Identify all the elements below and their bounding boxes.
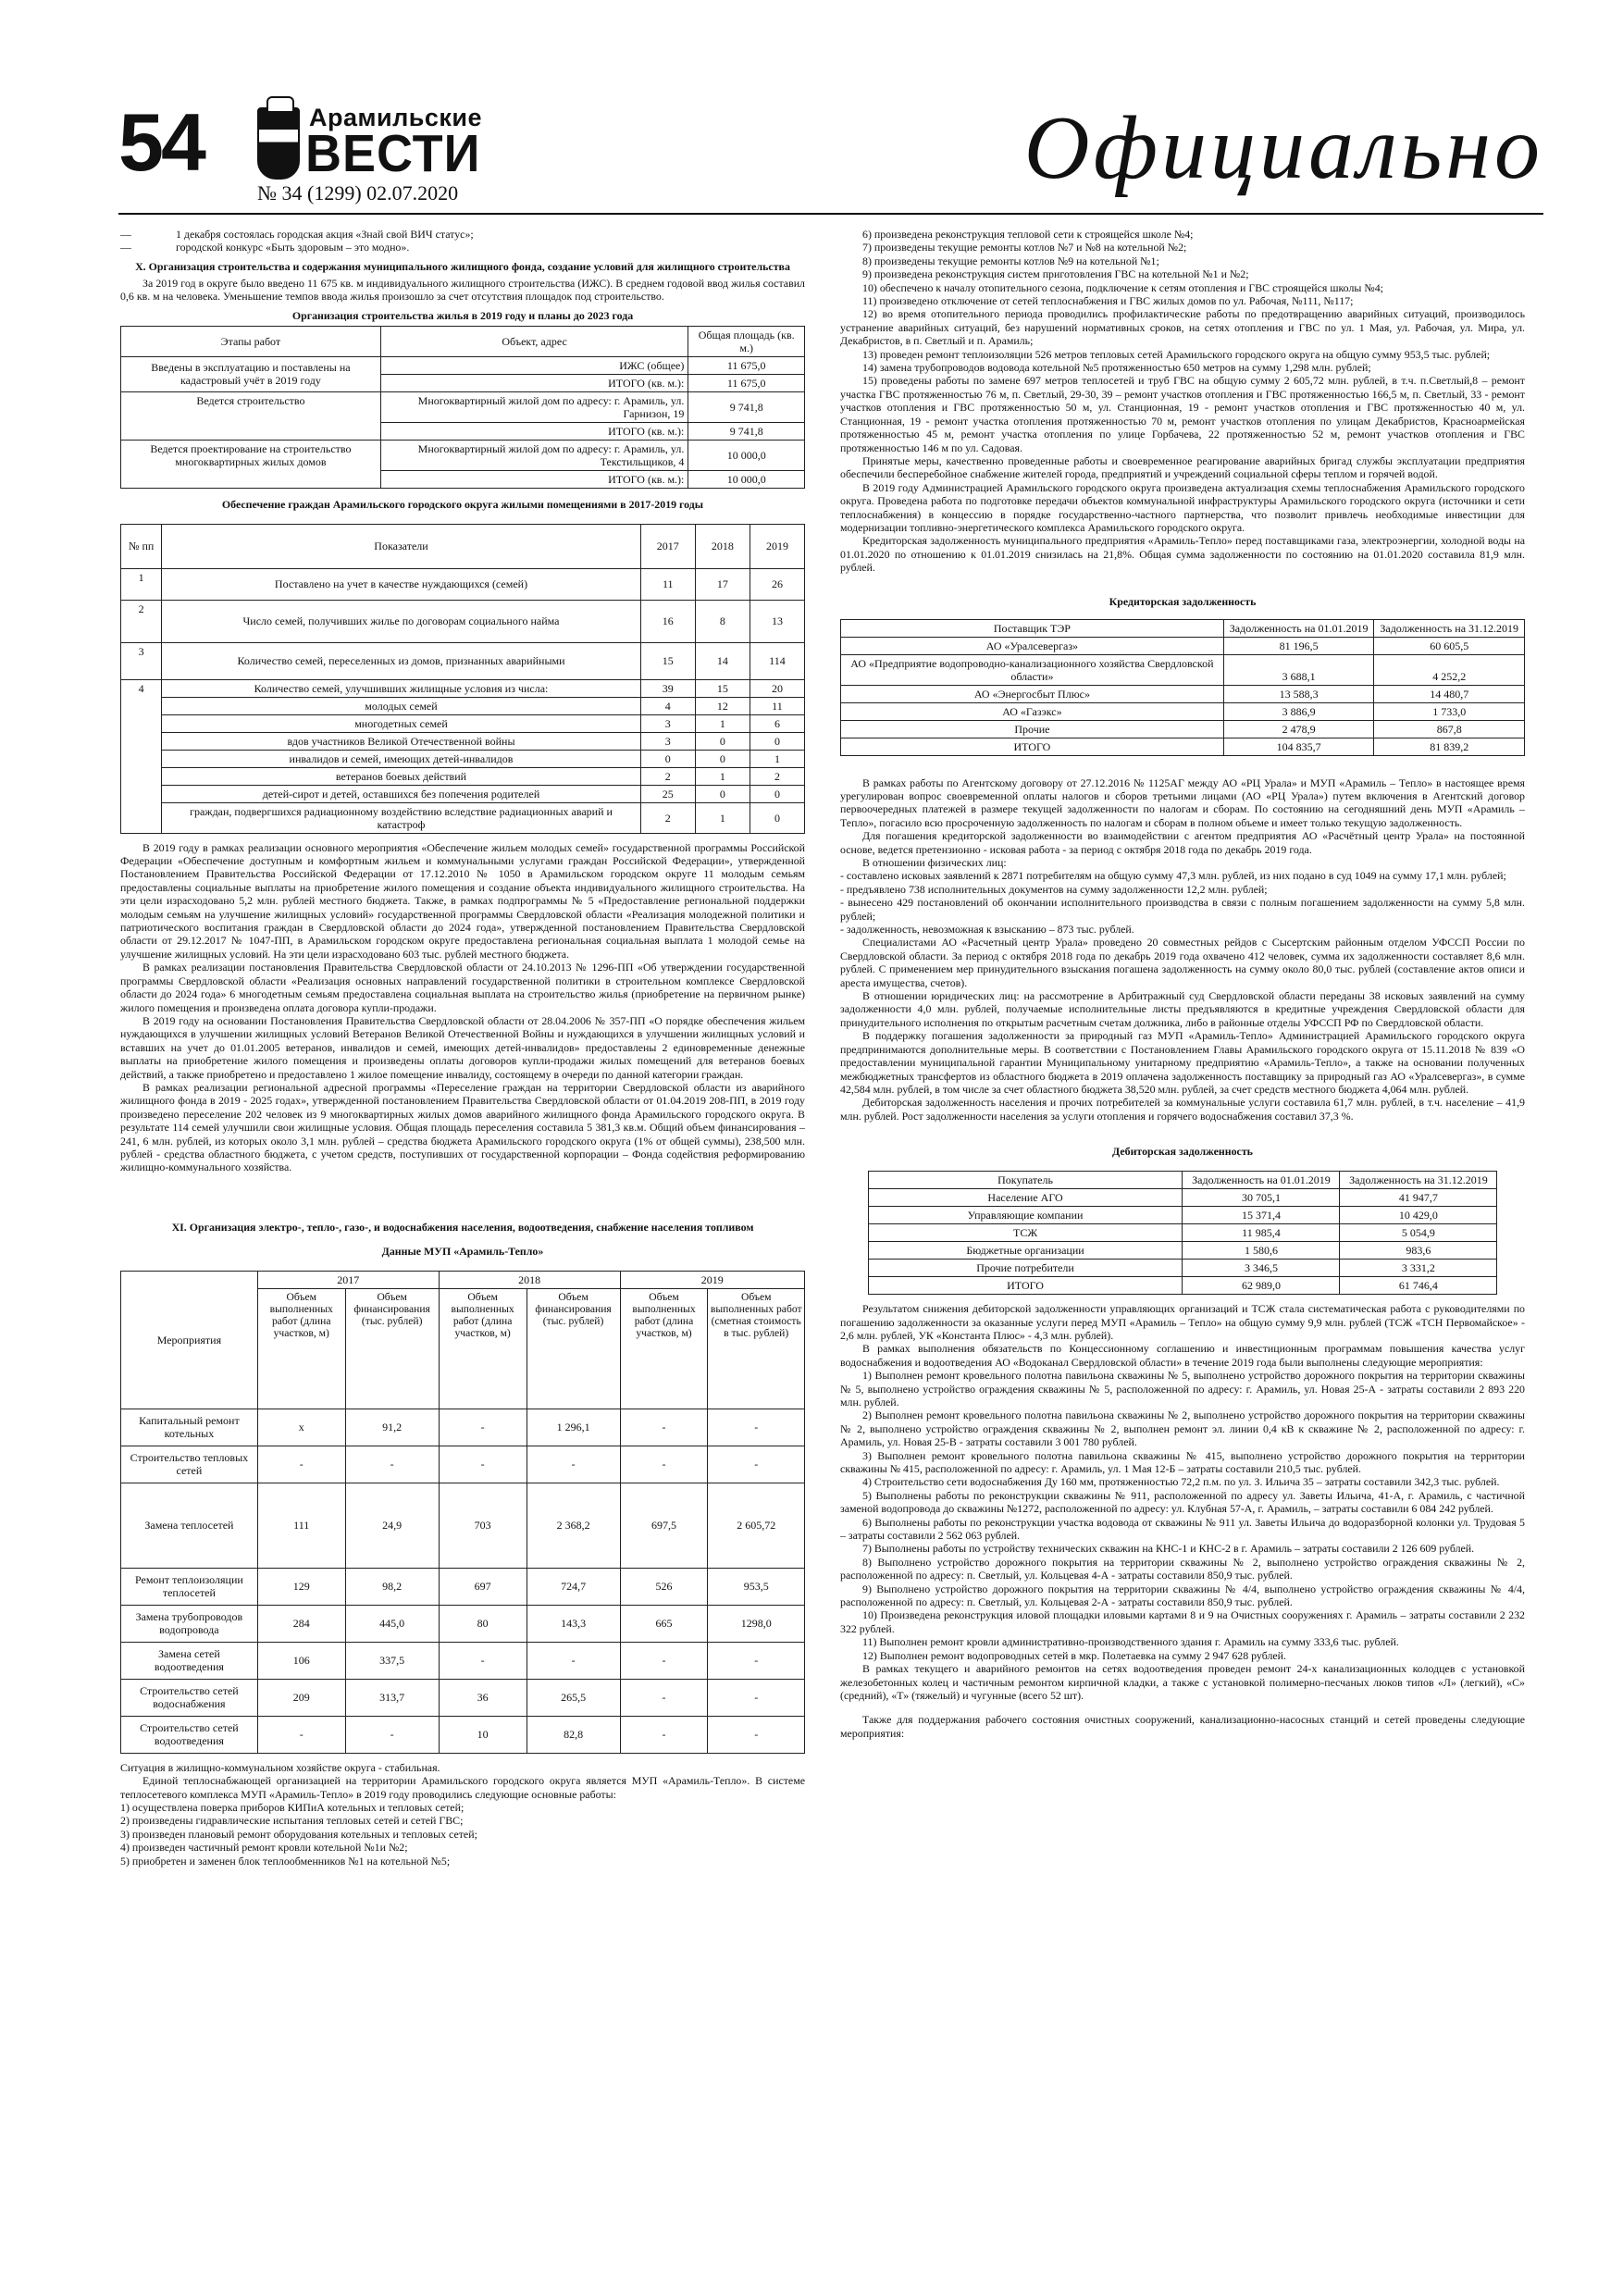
table-cell: 98,2 (345, 1568, 439, 1605)
table-header-cell: Задолженность на 31.12.2019 (1374, 619, 1525, 637)
table-row (121, 1679, 805, 1716)
list-item: 10) Произведена реконструкция иловой площадки иловыми картами 8 и 9 на Очистных сооружениях г. Арамиль – затраты составили 2 232 322 рублей. (840, 1608, 1525, 1635)
list-item: 8) произведены текущие ремонты котлов №9 на котельной №1; (862, 254, 1159, 267)
table-cell: 11 675,0 (688, 374, 805, 391)
table-title: Кредиторская задолженность (1109, 594, 1257, 608)
table-cell: вдов участников Великой Отечественной войны (162, 732, 640, 750)
table-cell: Население АГО (868, 1189, 1183, 1207)
table-cell: 1 (695, 714, 750, 732)
table-row (868, 1207, 1497, 1224)
table-cell: ИТОГО (кв. м.): (380, 422, 688, 440)
table-header-cell: Поставщик ТЭР (841, 619, 1224, 637)
paragraph: Ситуация в жилищно-коммунальном хозяйстве округа - стабильная. (120, 1760, 440, 1774)
table-cell: Введены в эксплуатацию и поставлены на кадастровый учёт в 2019 году (121, 356, 381, 391)
table-row (121, 1716, 805, 1753)
table-cell: Количество семей, улучшивших жилищные условия из числа: (162, 679, 640, 697)
table-cell: Замена теплосетей (121, 1483, 258, 1568)
table-cell: 129 (257, 1568, 345, 1605)
table-cell: 1 296,1 (527, 1409, 620, 1446)
table-header-cell: Объем финансирования (тыс. рублей) (345, 1288, 439, 1409)
table-cell: 0 (695, 785, 750, 802)
left-column (120, 228, 805, 1868)
paragraph: Принятые меры, качественно проведенные работы и своевременное реагирование аварийных бригад службы эксплуатации предприятия обеспечили бесперебойное снабжение жителей города, предприятий и учреждений социальной сферы теплом и горячей водой. (840, 453, 1525, 481)
table-cell: Замена сетей водоотведения (121, 1642, 258, 1679)
table-cell: - (345, 1446, 439, 1483)
table-cell: - (257, 1446, 345, 1483)
table-cell: 0 (750, 732, 804, 750)
page-number: 54 (118, 96, 204, 188)
table-cell: Строительство сетей водоснабжения (121, 1679, 258, 1716)
table-cell: ТСЖ (868, 1224, 1183, 1242)
table-cell: 3 (121, 642, 162, 679)
table-cell: 15 (695, 679, 750, 697)
table-cell: 0 (640, 750, 695, 767)
table-cell: 265,5 (527, 1679, 620, 1716)
table-row (841, 702, 1525, 720)
table-cell: 11 985,4 (1183, 1224, 1340, 1242)
mup-aramil-teplo-table (120, 1271, 805, 1754)
list-item: - предъявлено 738 исполнительных документов на сумму задолженности 12,2 млн. рублей; (840, 882, 1268, 896)
table-cell: Прочие (841, 720, 1224, 738)
table-cell: 2 (121, 600, 162, 642)
table-cell: - (345, 1716, 439, 1753)
table-cell: 526 (620, 1568, 708, 1605)
table-cell: 10 429,0 (1340, 1207, 1497, 1224)
table-cell: Многоквартирный жилой дом по адресу: г. Арамиль, ул. Гарнизон, 19 (380, 391, 688, 422)
paragraph: В отношении юридических лиц: на рассмотрение в Арбитражный суд Свердловской области переданы 38 исковых заявлений на сумму задолженности 4,0 млн. рублей, получаемые исполнительные листы предъявляются в кредитные учреждения Свердловской области для принудительного исполнения по открытым расчетным счетам должника, либо в районные отделы УФССП РФ по Свердловской области. (840, 989, 1525, 1029)
list-item: 5) Выполнены работы по реконструкции скважины № 911, расположенной по адресу ул. Заветы Ильича, 41-А, г. Арамиль, с частичной заменой водопровода до скважины №1272, расположенной по адресу: ул. Клубная 57-А, г. Арамиль, – затраты составили 6 084 242 рублей. (840, 1488, 1525, 1516)
table-cell: многодетных семей (162, 714, 640, 732)
table-row (121, 356, 805, 374)
table-cell: 111 (257, 1483, 345, 1568)
paragraph: За 2019 год в округе было введено 11 675 кв. м индивидуального жилищного строительства (ИЖС). В среднем годовой ввод жилья составил 0,6 кв. м на человека. Уменьшение темпов ввода жилья произошло за счет отсутствия площадок под строительство. (120, 276, 805, 304)
table-cell: 1 (695, 767, 750, 785)
list-item: - составлено исковых заявлений к 2871 потребителям на общую сумму 47,3 млн. рублей, из них подано в суд 1049 на сумму 17,1 млн. рублей; (840, 869, 1506, 883)
table-cell: - (620, 1642, 708, 1679)
table-cell: 0 (750, 785, 804, 802)
table-row (121, 440, 805, 470)
table-cell: 665 (620, 1605, 708, 1642)
table-cell: 697,5 (620, 1483, 708, 1568)
table-cell: 91,2 (345, 1409, 439, 1446)
table-cell: Бюджетные организации (868, 1242, 1183, 1260)
table-row (121, 1483, 805, 1568)
table-header-cell: Общая площадь (кв. м.) (688, 326, 805, 356)
table-cell: Количество семей, переселенных из домов, признанных аварийными (162, 642, 640, 679)
table-cell: - (708, 1409, 805, 1446)
table-cell: - (439, 1446, 527, 1483)
table-row (841, 720, 1525, 738)
table-row (841, 654, 1525, 685)
table-header-cell: Задолженность на 01.01.2019 (1183, 1172, 1340, 1189)
table-cell: 80 (439, 1605, 527, 1642)
table-cell: 1 (121, 568, 162, 600)
right-column (840, 228, 1525, 1740)
table-header-cell: Задолженность на 31.12.2019 (1340, 1172, 1497, 1189)
table-cell: 14 (695, 642, 750, 679)
table-header-cell: 2019 (620, 1271, 804, 1288)
table-row (121, 391, 805, 422)
table-cell: 1 580,6 (1183, 1242, 1340, 1260)
table-cell: 2 (640, 802, 695, 833)
table-cell: ИТОГО (868, 1277, 1183, 1295)
table-row (121, 767, 805, 785)
list-item: 8) Выполнено устройство дорожного покрытия на территории скважины № 2, выполнено устройство ограждения скважины № 2, расположенной по адресу: п. Светлый, ул. Кольцевая 4-А - затраты составили 850,9 тыс. рублей. (840, 1555, 1525, 1582)
table-row (121, 1568, 805, 1605)
paragraph: Также для поддержания рабочего состояния очистных сооружений, канализационно-насосных станций и сетей проведены следующие мероприятия: (840, 1713, 1525, 1740)
table-cell: - (527, 1642, 620, 1679)
table-cell: 15 371,4 (1183, 1207, 1340, 1224)
table-cell: - (620, 1679, 708, 1716)
table-cell: 9 741,8 (688, 391, 805, 422)
table-cell: Строительство сетей водоотведения (121, 1716, 258, 1753)
table-cell: 9 741,8 (688, 422, 805, 440)
table-cell: 11 (640, 568, 695, 600)
table-cell: 0 (695, 750, 750, 767)
table-cell: 60 605,5 (1374, 637, 1525, 654)
table-row (121, 750, 805, 767)
list-item: 7) Выполнены работы по устройству технических скважин на КНС-1 и КНС-2 в г. Арамиль – затраты составили 2 126 609 рублей. (862, 1542, 1475, 1556)
table-cell: Капитальный ремонт котельных (121, 1409, 258, 1446)
table-row (121, 600, 805, 642)
table-cell: 104 835,7 (1223, 738, 1374, 755)
table-cell: ИТОГО (кв. м.): (380, 470, 688, 488)
table-row (121, 785, 805, 802)
list-item: 4) произведен частичный ремонт кровли котельной №1и №2; (120, 1841, 408, 1855)
brand-name-big: ВЕСТИ (305, 124, 481, 183)
table-cell: ветеранов боевых действий (162, 767, 640, 785)
table-cell: - (708, 1716, 805, 1753)
table-cell: 703 (439, 1483, 527, 1568)
paragraph: В рамках реализации постановления Правительства Свердловской области от 24.10.2013 № 1296-ПП «Об утверждении государственной программы Свердловской области «Реализация основных направлений государственной политики в строительном комплексе Свердловской области до 2024 года» 6 многодетным семьям предоставлена социальная выплата на строительство жилья (приобретение на первичном рынке) жилого помещения и произведена оплата договора купли-продажи. (120, 961, 805, 1014)
creditor-debt-table (840, 619, 1525, 756)
paragraph: В рамках текущего и аварийного ремонтов на сетях водоотведения проведен ремонт 24-х канализационных колодцев с установкой железобетонных колец и частичным ремонтом кирпичной кладки, а также с установкой полимерно-песчаных люков типов «Л» (легкий), «С» (средний), «Т» (тяжелый) и чугунные (всего 52 шт). (840, 1662, 1525, 1702)
table-cell: 26 (750, 568, 804, 600)
table-header-cell: Задолженность на 01.01.2019 (1223, 619, 1374, 637)
housing-construction-table (120, 326, 805, 489)
section-heading: XI. Организация электро-, тепло-, газо-, и водоснабжения населения, водоотведения, снабжение населения топливом (171, 1220, 754, 1234)
table-header-cell: 2018 (439, 1271, 620, 1288)
brand-name-small: Арамильские (309, 104, 482, 131)
issue-number-date: № 34 (1299) 02.07.2020 (257, 181, 459, 205)
table-cell: 867,8 (1374, 720, 1525, 738)
section-heading: X. Организация строительства и содержания муниципального жилищного фонда, создание условий для жилищного строительства (135, 259, 790, 273)
table-row (121, 1642, 805, 1679)
table-cell: 11 (750, 697, 804, 714)
table-cell: ИЖС (общее) (380, 356, 688, 374)
table-cell: 2 368,2 (527, 1483, 620, 1568)
list-item: 3) Выполнен ремонт кровельного полотна павильона скважины № 415, выполнено устройство дорожного покрытия на территории скважины № 415, расположенной по адресу: г. Арамиль, ул. 1 Мая 12-Б – затраты составили 210,5 тыс. рублей. (840, 1448, 1525, 1475)
table-cell: 16 (640, 600, 695, 642)
list-item: 6) произведена реконструкция тепловой сети к строящейся школе №4; (862, 228, 1194, 241)
paragraph: Специалистами АО «Расчетный центр Урала» проведено 20 совместных рейдов с Сысертским районным отделом УФССП России по Свердловской области. За период с октября 2018 года по декабрь 2019 года охвачено 412 человек, сумма их задолженности составляет 8,6 млн. рублей. С применением мер принудительного взыскания погашена задолженность на сумму около 80,0 тыс. рублей (составление актов описи и ареста имущества, счетов). (840, 936, 1525, 989)
list-item: 2) произведены гидравлические испытания тепловых сетей и сетей ГВС; (120, 1814, 464, 1828)
table-cell: 4 (121, 679, 162, 833)
table-cell: Замена трубопроводов водопровода (121, 1605, 258, 1642)
table-row (841, 637, 1525, 654)
table-header-cell: 2019 (750, 524, 804, 568)
table-header-cell: Объект, адрес (380, 326, 688, 356)
table-cell: 953,5 (708, 1568, 805, 1605)
list-item: 13) проведен ремонт теплоизоляции 526 метров тепловых сетей Арамильского городского округа на общую сумму 953,5 тыс. рублей; (862, 347, 1491, 361)
list-item: 11) Выполнен ремонт кровли административно-производственного здания г. Арамиль на сумму 333,6 тыс. рублей. (862, 1635, 1399, 1649)
housing-provision-table (120, 524, 805, 834)
list-item: 10) обеспечено к началу отопительного сезона, подключение к сетям отопления и ГВС строящейся школы №4; (862, 280, 1383, 294)
table-cell: инвалидов и семей, имеющих детей-инвалидов (162, 750, 640, 767)
table-cell: ИТОГО (кв. м.): (380, 374, 688, 391)
table-cell: 445,0 (345, 1605, 439, 1642)
list-item: 9) произведена реконструкция систем приготовления ГВС на котельной №1 и №2; (862, 267, 1249, 281)
table-cell: Число семей, получивших жилье по договорам социального найма (162, 600, 640, 642)
table-header-cell: Этапы работ (121, 326, 381, 356)
table-cell: 0 (750, 802, 804, 833)
table-row (121, 1605, 805, 1642)
table-row (868, 1224, 1497, 1242)
list-item: 5) приобретен и заменен блок теплообменников №1 на котельной №5; (120, 1854, 451, 1868)
table-cell: 13 (750, 600, 804, 642)
section-title: Официально (1023, 98, 1543, 198)
paragraph: В отношении физических лиц: (862, 856, 1007, 869)
table-cell: 1 (695, 802, 750, 833)
table-cell: 3 (640, 732, 695, 750)
table-title: Обеспечение граждан Арамильского городского округа жилыми помещениями в 2017-2019 годы (221, 497, 704, 511)
table-cell: АО «Уралсевергаз» (841, 637, 1224, 654)
paragraph: Результатом снижения дебиторской задолженности управляющих организаций и ТСЖ стала систематическая работа с руководителями по погашению задолженности за оказанные услуги перед МУП «Арамиль – Тепло» на общую сумму 9,9 млн. рублей (ТСЖ «ТСН Первомайское» - 2,6 млн. рублей, УК «Константа Плюс» - 4,3 млн. рублей). (840, 1302, 1525, 1342)
list-item: 6) Выполнены работы по реконструкции участка водовода от скважины № 911 ул. Заветы Ильича до водоразборной колонки ул. Трудовая 5 – затраты составили 2 562 063 рублей. (840, 1515, 1525, 1543)
coat-of-arms-icon (257, 107, 300, 180)
table-cell: - (439, 1409, 527, 1446)
table-cell: 14 480,7 (1374, 685, 1525, 702)
table-cell: детей-сирот и детей, оставшихся без попечения родителей (162, 785, 640, 802)
intro-line: — 1 декабря состоялась городская акция «Знай свой ВИЧ статус»; (120, 228, 474, 241)
table-cell: - (257, 1716, 345, 1753)
paragraph: Кредиторская задолженность муниципального предприятия «Арамиль-Тепло» перед поставщиками газа, электроэнергии, холодной воды на 01.01.2020 по отношению к 01.01.2019 снизилась на 21,8%. Общая сумма задолженности по состоянию на 01.01.2020 составила 81,9 млн. рублей. (840, 534, 1525, 575)
table-cell: АО «Энергосбыт Плюс» (841, 685, 1224, 702)
list-item: 12) Выполнен ремонт водопроводных сетей в мкр. Полетаевка на сумму 2 947 628 рублей. (862, 1648, 1287, 1662)
table-header-cell: Объем выполненных работ (длина участков, м) (620, 1288, 708, 1409)
list-item: 3) произведен плановый ремонт оборудования котельных и тепловых сетей; (120, 1827, 477, 1841)
table-cell: 61 746,4 (1340, 1277, 1497, 1295)
table-cell: 3 (640, 714, 695, 732)
table-header-cell: Объем выполненных работ (длина участков, м) (257, 1288, 345, 1409)
table-cell: Строительство тепловых сетей (121, 1446, 258, 1483)
table-cell: 1 733,0 (1374, 702, 1525, 720)
table-cell: 24,9 (345, 1483, 439, 1568)
list-item: 14) замена трубопроводов водовода котельной №5 протяженностью 650 метров на сумму 1,298 млн. рублей; (862, 361, 1371, 375)
table-row (841, 738, 1525, 755)
table-cell: 0 (695, 732, 750, 750)
list-item: 4) Строительство сети водоснабжения Ду 160 мм, протяженностью 72,2 п.м. по ул. З. Ильича 35 – затраты составили 342,3 тыс. рублей. (862, 1475, 1500, 1489)
table-header-cell: Объем выполненных работ (сметная стоимость в тыс. рублей) (708, 1288, 805, 1409)
list-item: 1) осуществлена поверка приборов КИПиА котельных и тепловых сетей; (120, 1801, 465, 1814)
table-cell: 10 000,0 (688, 470, 805, 488)
table-row (121, 568, 805, 600)
table-row (121, 802, 805, 833)
list-item: 7) произведены текущие ремонты котлов №7 и №8 на котельной №2; (862, 241, 1187, 254)
table-cell: - (527, 1446, 620, 1483)
paragraph: Дебиторская задолженность населения и прочих потребителей за коммунальные услуги составила 61,7 млн. рублей, в т.ч. население – 41,9 млн. рублей. Рост задолженности населения за услуги отопления и горячего водоснабжения составил 37,3 %. (840, 1096, 1525, 1123)
table-cell: 5 054,9 (1340, 1224, 1497, 1242)
masthead (118, 96, 1543, 209)
table-cell: - (620, 1716, 708, 1753)
table-row (868, 1189, 1497, 1207)
table-cell: 2 478,9 (1223, 720, 1374, 738)
paragraph: В 2019 году Администрацией Арамильского городского округа произведена актуализация схемы теплоснабжения Арамильского городского округа. Проведена работа по подготовке передачи объектов коммунальной инфраструктуры Арамильского городского округа (источники и сети теплоснабжения) в концессию в порядке государственно-частного партнерства, что позволит привлечь необходимые инвестиции для модернизации топливно-энергетического комплекса Арамильского городского округа. (840, 480, 1525, 534)
table-cell: 81 839,2 (1374, 738, 1525, 755)
table-cell: 697 (439, 1568, 527, 1605)
table-cell: Управляющие компании (868, 1207, 1183, 1224)
list-item: 2) Выполнен ремонт кровельного полотна павильона скважины № 2, выполнено устройство дорожного покрытия на территории скважины № 2, выполнено устройство ограждения скважины № 2, выполнен ремонт эл. линии 0,4 кВ к скважине № 2, расположенной по адресу: г. Арамиль, ул. Новая 25-В - затраты составили 3 001 780 рублей. (840, 1409, 1525, 1449)
table-row (121, 1446, 805, 1483)
table-cell: 8 (695, 600, 750, 642)
table-cell: 2 (750, 767, 804, 785)
paragraph: Единой теплоснабжающей организацией на территории Арамильского городского округа является МУП «Арамиль-Тепло». В системе теплосетевого комплекса МУП «Арамиль-Тепло» в 2019 году проводились следующие основные работы: (120, 1774, 805, 1801)
table-row (868, 1242, 1497, 1260)
table-cell: 10 (439, 1716, 527, 1753)
header-rule (118, 213, 1543, 215)
intro-line: — городской конкурс «Быть здоровым – это модно». (120, 241, 410, 254)
table-cell: граждан, подвергшихся радиационному воздействию вследствие радиационных аварий и катастроф (162, 802, 640, 833)
table-cell: 82,8 (527, 1716, 620, 1753)
table-header-cell: Показатели (162, 524, 640, 568)
table-cell: молодых семей (162, 697, 640, 714)
table-cell: 10 000,0 (688, 440, 805, 470)
table-row (121, 642, 805, 679)
table-row (868, 1260, 1497, 1277)
table-cell: 41 947,7 (1340, 1189, 1497, 1207)
paragraph: В рамках работы по Агентскому договору от 27.12.2016 № 1125АГ между АО «РЦ Урала» и МУП «Арамиль – Тепло» в настоящее время урегулирован вопрос своевременной оплаты налогов и сборов третьими лицами (АО «РЦ Урала») путем включения в Агентский договор первоочередных платежей в размере текущей задолженности по налогам и сборам. По состоянию на сегодняшний день МУП «Арамиль – Тепло», погасило всю просроченную задолженность по налогам и сборам в полном объеме и имеет только текущую задолженность. (840, 776, 1525, 829)
table-row (121, 1409, 805, 1446)
table-cell: 313,7 (345, 1679, 439, 1716)
list-item: - вынесено 429 постановлений об окончании исполнительного производства в связи с полным погашением задолженности на сумму 5,8 млн. рублей; (840, 896, 1525, 923)
table-cell: 36 (439, 1679, 527, 1716)
paragraph: В поддержку погашения задолженности за природный газ МУП «Арамиль-Тепло» Администрацией Арамильского городского округа предпринимаются дополнительные меры. В соответствии с Постановлением Главы Арамильского городского округа от 15.11.2018 № 839 «О предоставлении муниципальной гарантии Муниципальному унитарному предприятию «Арамиль-Тепло», а также на основании полученных межбюджетных трансфертов из областного бюджета в 2019 оплачена задолженность поставщику за природный газ АО «Уралсевергаз», в сумме 42,584 млн. рублей, в том числе за счет областного бюджета 38,520 млн. рублей, за счет средств местного бюджета 4,064 млн. рублей. (840, 1029, 1525, 1096)
table-cell: 62 989,0 (1183, 1277, 1340, 1295)
list-item: 11) произведено отключение от сетей теплоснабжения и ГВС жилых домов по ул. Рабочая, №111, №117; (862, 294, 1354, 308)
table-cell: Ремонт теплоизоляции теплосетей (121, 1568, 258, 1605)
table-cell: 17 (695, 568, 750, 600)
table-cell: 106 (257, 1642, 345, 1679)
table-cell: Ведется проектирование на строительство многоквартирных жилых домов (121, 440, 381, 488)
table-cell: 3 346,5 (1183, 1260, 1340, 1277)
table-row (121, 732, 805, 750)
table-cell: 4 (640, 697, 695, 714)
table-title: Данные МУП «Арамиль-Тепло» (381, 1244, 544, 1258)
table-cell: Ведется строительство (121, 391, 381, 440)
table-cell: 3 886,9 (1223, 702, 1374, 720)
table-cell: 3 688,1 (1223, 654, 1374, 685)
table-row (121, 714, 805, 732)
table-cell: 209 (257, 1679, 345, 1716)
table-header-cell: 2018 (695, 524, 750, 568)
table-cell: 39 (640, 679, 695, 697)
list-item: 12) во время отопительного периода проводились профилактические работы по предотвращению аварийных ситуаций, производилось устранение аварийных ситуаций, без нарушений нормативных сроков, на сетях отопления и ГВС по ул. 1 Мая, ул. Рабочая, ул. Мира, ул. Декабристов, в п. Светлый и п. Арамиль; (840, 307, 1525, 348)
list-item: 9) Выполнено устройство дорожного покрытия на территории скважины № 4/4, выполнено устройство ограждения скважины № 4/4, расположенной по адресу: п. Светлый, ул. Кольцевая 2-А - затраты составили 850,9 тыс. рублей. (840, 1582, 1525, 1609)
table-header-cell: Объем выполненных работ (длина участков, м) (439, 1288, 527, 1409)
table-cell: 337,5 (345, 1642, 439, 1679)
list-item: 15) проведены работы по замене 697 метров теплосетей и труб ГВС на общую сумму 2 605,72 млн. рублей, в т.ч. п.Светлый,8 – ремонт участка ГВС протяженностью 76 м, п. Светлый, 29-30, 39 – ремонт участков отопления и ГВС протяженностью 166,5 м, п. Светлый, 33 - ремонт участков отопления и ГВС протяженностью 50 м, ул. Станционная, 19 - ремонт участков отопления и ГВС протяженностью 40 м, ул. Станционная, 19 - ремонт участка отопления протяженностью 70 м, ремонт участков отопления по улицам Декабристов, Красноармейская протяженностью 45 м, ремонт участка отопления по улице Горбачева, 22 протяженностью 52 м, ремонт участков отопления и ГВС протяженностью 146 м по ул. Садовая. (840, 374, 1525, 454)
list-item: 1) Выполнен ремонт кровельного полотна павильона скважины № 5, выполнено устройство дорожного покрытия на территории скважины № 5, выполнено устройство ограждения скважины № 5, расположенной по адресу: г. Арамиль, ул. Новая 25-А - затраты составили 2 893 220 млн. рублей. (840, 1369, 1525, 1409)
table-cell: 983,6 (1340, 1242, 1497, 1260)
table-cell: АО «Предприятие водопроводно-канализационного хозяйства Свердловской области» (841, 654, 1224, 685)
table-cell: 1298,0 (708, 1605, 805, 1642)
table-cell: ИТОГО (841, 738, 1224, 755)
table-row (868, 1277, 1497, 1295)
table-cell: - (439, 1642, 527, 1679)
table-header-cell: Объем финансирования (тыс. рублей) (527, 1288, 620, 1409)
table-cell: - (708, 1642, 805, 1679)
paragraph: В 2019 году в рамках реализации основного мероприятия «Обеспечение жильем молодых семей» государственной программы Российской Федерации «Обеспечение доступным и комфортным жильем и коммунальными услугами граждан Российской Федерации», утвержденной Постановлением Правительства Российской Федерации от 17.12.2010 № 1050 в Арамильском городском округе 11 молодым семьям предоставлены социальные выплаты на приобретение жилого помещения и создание объекта индивидуального жилищного строительства. На эти цели израсходовано 5,2 млн. рублей местного бюджета. Также, в рамках подпрограммы № 5 «Предоставление региональной поддержки молодым семьям на улучшение жилищных условий» государственной программы Свердловской области «Реализация молодежной политики и патриотического воспитания граждан в Свердловской области до 2024 года», утвержденной постановлением Правительства Свердловской области от 29.12.2017 № 1047-ПП, в Арамильском городском округе предоставлена региональная социальная выплата 1 молодой семье на улучшение жилищных условий. На эти цели израсходовано 603 тыс. рублей местного бюджета. (120, 840, 805, 961)
table-cell: - (620, 1409, 708, 1446)
table-cell: Многоквартирный жилой дом по адресу: г. Арамиль, ул. Текстильщиков, 4 (380, 440, 688, 470)
table-cell: - (708, 1679, 805, 1716)
table-cell: 15 (640, 642, 695, 679)
paragraph: В рамках реализации региональной адресной программы «Переселение граждан на территории Свердловской области из аварийного жилищного фонда в 2019 - 2025 годах», утвержденной постановлением Правительства Свердловской области от 01.04.2019 208-ПП, в 2019 году произведено переселение 202 человек из 9 многоквартирных жилых домов аварийного жилищного фонда Арамильского городского округа. В результате 114 семей улучшили свои жилищные условия. Общая площадь переселения составила 5 381,3 кв.м. Общий объем финансирования – 241, 6 млн. рублей, из которых около 3,1 млн. рублей – средства бюджета Арамильского городского округа (1% от общей суммы), 238,500 млн. рублей - средства областного бюджета, с учетом средств, поступивших от государственной корпорации – Фонда содействия реформированию жилищно-коммунального хозяйства. (120, 1080, 805, 1174)
table-cell: Поставлено на учет в качестве нуждающихся (семей) (162, 568, 640, 600)
table-header-cell: 2017 (640, 524, 695, 568)
table-cell: 25 (640, 785, 695, 802)
table-cell: 13 588,3 (1223, 685, 1374, 702)
paragraph: В 2019 году на основании Постановления Правительства Свердловской области от 28.04.2006 № 357-ПП «О порядке обеспечения жильем нуждающихся в улучшении жилищных условий Ветеранов Великой Отечественной Войны и нуждающихся в улучшении жилищных условий и вставших на учет до 01.01.2005 ветеранов, инвалидов и семей, имеющих детей-инвалидов» предоставлены 2 единовременные денежные выплаты на приобретение жилого помещения и произведены оплаты договоров купли-продажи жилых помещений для ветеранов боевых действий, а также приобретено и предоставлено 1 жилое помещение инвалиду, состоящему в очереди по данной категории граждан. (120, 1013, 805, 1081)
table-row (121, 679, 805, 697)
table-cell: 724,7 (527, 1568, 620, 1605)
table-cell: 1 (750, 750, 804, 767)
table-cell: 30 705,1 (1183, 1189, 1340, 1207)
table-cell: 11 675,0 (688, 356, 805, 374)
table-cell: 143,3 (527, 1605, 620, 1642)
table-header-cell: № пп (121, 524, 162, 568)
list-item: - задолженность, невозможная к взысканию – 873 тыс. рублей. (840, 923, 1134, 937)
table-cell: 284 (257, 1605, 345, 1642)
table-cell: 20 (750, 679, 804, 697)
table-cell: 2 (640, 767, 695, 785)
table-cell: 4 252,2 (1374, 654, 1525, 685)
table-title: Организация строительства жилья в 2019 году и планы до 2023 года (291, 308, 634, 322)
table-title: Дебиторская задолженность (1112, 1145, 1253, 1159)
table-cell: 6 (750, 714, 804, 732)
table-cell: 114 (750, 642, 804, 679)
paragraph: Для погашения кредиторской задолженности во взаимодействии с агентом предприятия АО «Расчётный центр Урала» на постоянной основе, ведется претензионно - исковая работа - за период с октября 2018 года по декабрь 2019 года. (840, 829, 1525, 856)
table-header-cell: Покупатель (868, 1172, 1183, 1189)
table-row (121, 697, 805, 714)
table-cell: 3 331,2 (1340, 1260, 1497, 1277)
table-cell: Прочие потребители (868, 1260, 1183, 1277)
debtor-debt-table (868, 1171, 1498, 1295)
table-row (841, 685, 1525, 702)
table-cell: 81 196,5 (1223, 637, 1374, 654)
table-cell: - (620, 1446, 708, 1483)
table-cell: 2 605,72 (708, 1483, 805, 1568)
table-cell: х (257, 1409, 345, 1446)
table-cell: - (708, 1446, 805, 1483)
paragraph: В рамках выполнения обязательств по Концессионному соглашению и инвестиционным программам повышения качества услуг водоснабжения и водоотведения АО «Водоканал Свердловской области» в течение 2019 года были выполнены следующие мероприятия: (840, 1342, 1525, 1369)
table-cell: АО «Газэкс» (841, 702, 1224, 720)
table-cell: 12 (695, 697, 750, 714)
table-header-cell: 2017 (257, 1271, 439, 1288)
table-header-cell: Мероприятия (121, 1271, 258, 1409)
